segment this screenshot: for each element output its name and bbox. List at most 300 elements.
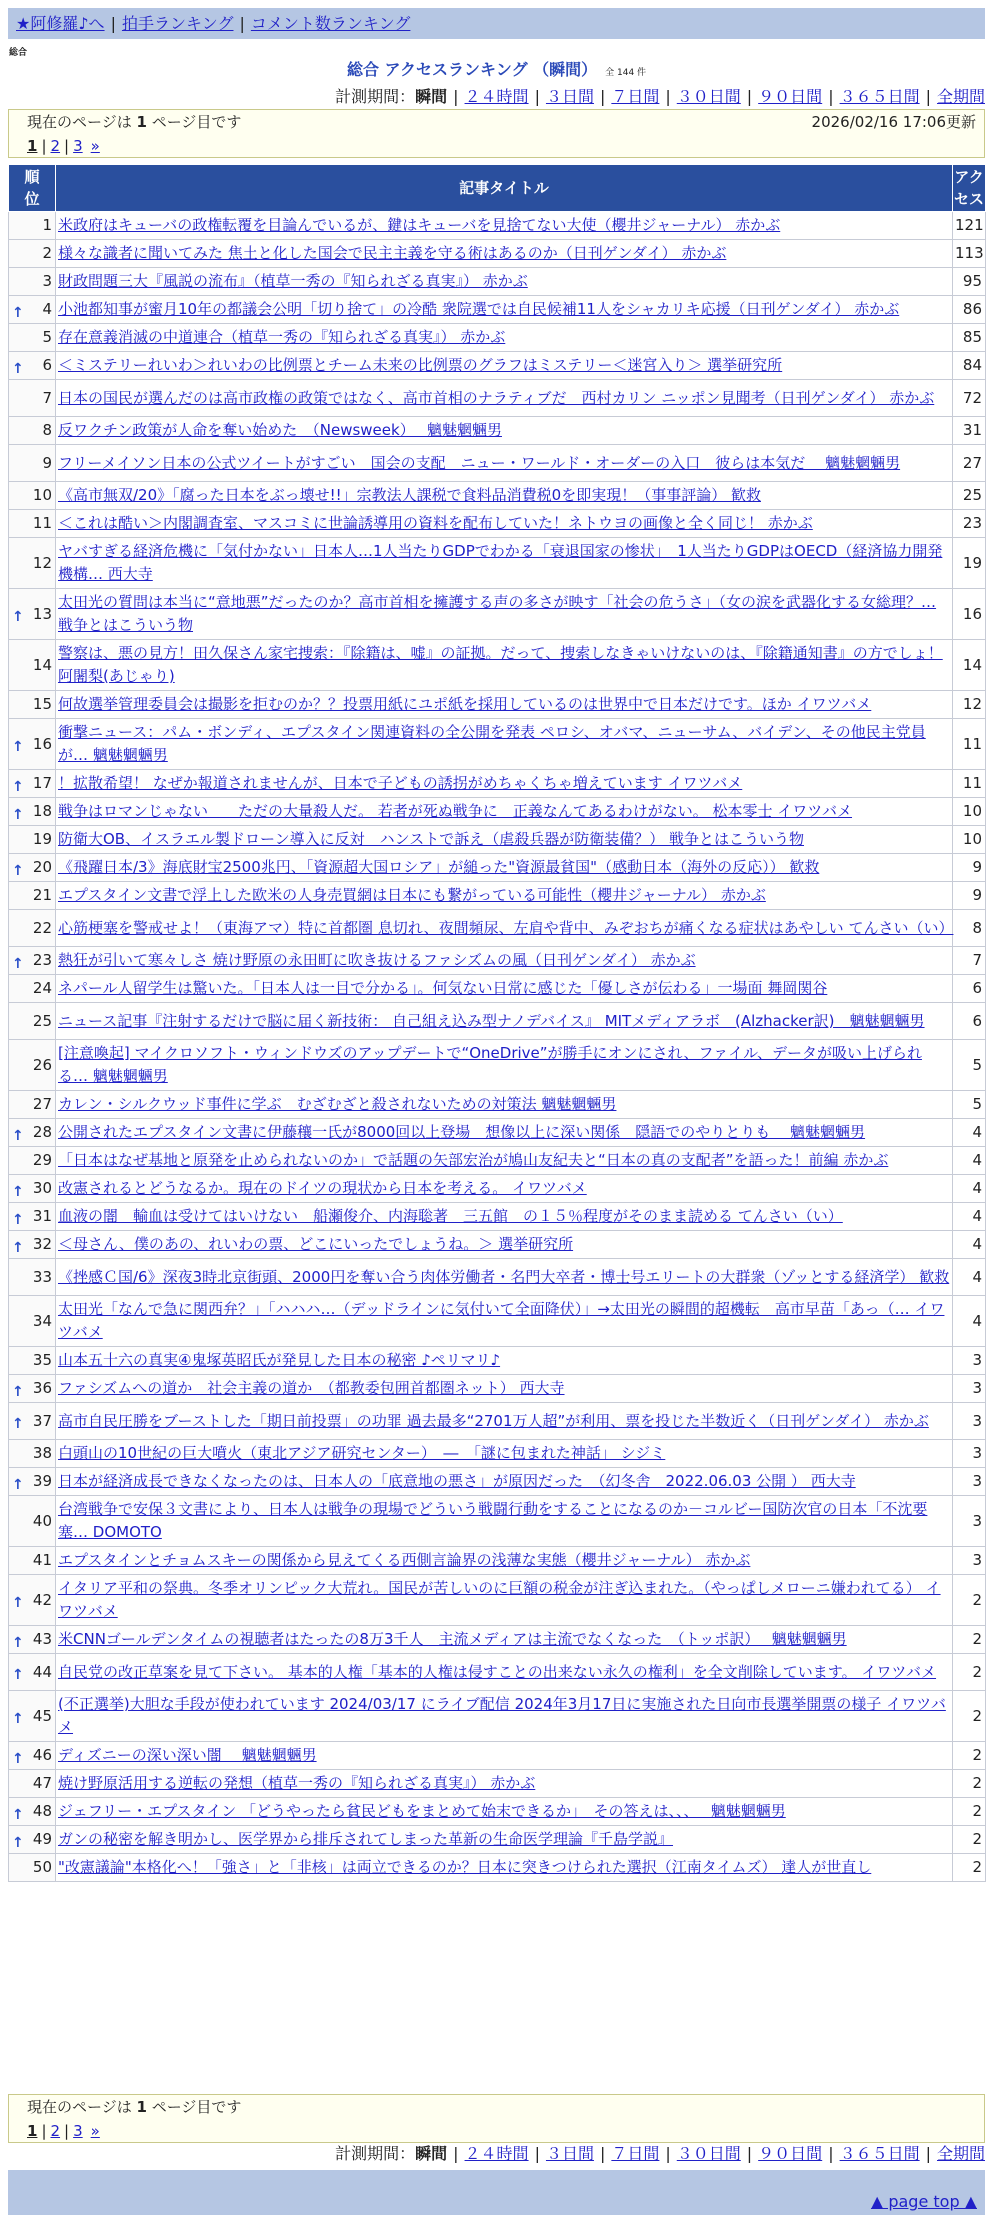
article-link[interactable]: ＜これは酷い＞内閣調査室、マスコミに世論誘導用の資料を配布していた！ネトウヨの画像と全く同じ！ 赤かぶ bbox=[58, 514, 813, 532]
period-separator: | bbox=[925, 87, 931, 106]
rank-number: 12 bbox=[32, 553, 52, 572]
rank-number: 11 bbox=[32, 514, 52, 532]
rank-number: 32 bbox=[32, 1235, 52, 1253]
updated-timestamp: 2026/02/16 17:06更新 bbox=[811, 113, 976, 131]
title-cell bbox=[56, 719, 953, 770]
up-arrow-icon: ↑ bbox=[12, 1127, 24, 1144]
article-link[interactable]: 白頭山の10世紀の巨大噴火（東北アジア研究センター） ― 「謎に包まれた神話」 シジミ bbox=[58, 1444, 666, 1462]
access-count: 11 bbox=[953, 719, 986, 770]
article-link[interactable]: 米CNNゴールデンタイムの視聴者はたったの8万3千人 主流メディアは主流でなくなった （トッポ訳） 魑魅魍魎男 bbox=[58, 1630, 847, 1648]
article-link[interactable]: ！拡散希望！ なぜか報道されませんが、日本で子どもの誘拐がめちゃくちゃ増えています イワツバメ bbox=[58, 774, 743, 792]
title-cell bbox=[56, 1854, 953, 1882]
rank-cell bbox=[9, 1091, 56, 1119]
period-option-link[interactable]: ３６５日間 bbox=[839, 2144, 920, 2163]
table-row bbox=[9, 538, 986, 589]
pager-separator: | bbox=[41, 2122, 47, 2140]
article-link[interactable]: 高市自民圧勝をブーストした「期日前投票」の功罪 過去最多“2701万人超”が利用、票を投じた半数近く（日刊ゲンダイ） 赤かぶ bbox=[58, 1411, 929, 1430]
pager-page-link[interactable]: 2 bbox=[50, 137, 61, 155]
title-column-header: 記事タイトル bbox=[56, 165, 953, 212]
table-row bbox=[9, 1468, 986, 1496]
access-count: 25 bbox=[953, 482, 986, 510]
access-count: 6 bbox=[953, 975, 986, 1003]
page-info-text: 現在のページは 1 ページ目です bbox=[27, 113, 242, 131]
article-link[interactable]: 様々な識者に聞いてみた 焦土と化した国会で民主主義を守る術はあるのか（日刊ゲンダイ） 赤かぶ bbox=[58, 244, 727, 262]
title-cell bbox=[56, 1347, 953, 1375]
period-option-link[interactable]: 全期間 bbox=[936, 87, 985, 106]
access-count: 2 bbox=[953, 1575, 986, 1626]
table-row bbox=[9, 445, 986, 482]
table-row bbox=[9, 1231, 986, 1259]
article-link[interactable]: 《飛躍日本/3》海底財宝2500兆円、「資源超大国ロシア」が縋った"資源最貧国"（感動日本（海外の反応）） 歓救 bbox=[58, 858, 820, 876]
article-link[interactable]: 何故選挙管理委員会は撮影を拒むのか？？投票用紙にユポ紙を採用しているのは世界中で日本だけです。ほか イワツバメ bbox=[58, 695, 872, 713]
rank-number: 30 bbox=[32, 1179, 52, 1197]
access-count: 2 bbox=[953, 1854, 986, 1882]
rank-cell bbox=[9, 1003, 56, 1040]
title-cell bbox=[56, 1547, 953, 1575]
article-link[interactable]: フリーメイソン日本の公式ツイートがすごい 国会の支配 ニュー・ワールド・オーダーの入口 彼らは本気だ 魑魅魍魎男 bbox=[58, 453, 901, 472]
rank-number: 9 bbox=[42, 453, 52, 472]
title-cell bbox=[56, 380, 953, 417]
article-link[interactable]: ファシズムへの道か 社会主義の道か （都教委包囲首都圏ネット） 西大寺 bbox=[58, 1379, 565, 1397]
table-row bbox=[9, 1742, 986, 1770]
table-row bbox=[9, 212, 986, 240]
rank-cell bbox=[9, 352, 56, 380]
access-count: 113 bbox=[953, 240, 986, 268]
access-count: 2 bbox=[953, 1826, 986, 1854]
rank-number: 23 bbox=[32, 951, 52, 969]
period-option-link[interactable]: ３日間 bbox=[545, 2144, 594, 2163]
up-arrow-icon: ↑ bbox=[12, 778, 24, 795]
rank-cell bbox=[9, 1296, 56, 1347]
rank-cell bbox=[9, 240, 56, 268]
title-cell bbox=[56, 1440, 953, 1468]
table-row bbox=[9, 640, 986, 691]
rank-cell bbox=[9, 1798, 56, 1826]
pager-next-link[interactable]: » bbox=[90, 137, 100, 155]
rank-cell bbox=[9, 268, 56, 296]
rank-cell bbox=[9, 1496, 56, 1547]
access-count: 84 bbox=[953, 352, 986, 380]
rank-cell bbox=[9, 1175, 56, 1203]
rank-number: 39 bbox=[32, 1472, 52, 1490]
pager-page-link[interactable]: 2 bbox=[50, 2122, 61, 2140]
period-separator: | bbox=[453, 2144, 459, 2163]
rank-number: 26 bbox=[32, 1055, 52, 1074]
title-cell bbox=[56, 352, 953, 380]
article-link[interactable]: 存在意義消滅の中道連合（植草一秀の『知られざる真実』） 赤かぶ bbox=[58, 328, 506, 346]
article-link[interactable]: [注意喚起] マイクロソフト・ウィンドウズのアップデートで“OneDrive”が勝手にオンにされ、ファイル、データが吸い上げられる… 魑魅魍魎男 bbox=[58, 1044, 922, 1085]
period-option-link[interactable]: ９０日間 bbox=[758, 87, 823, 106]
table-row bbox=[9, 1296, 986, 1347]
title-cell bbox=[56, 1654, 953, 1691]
rank-number: 50 bbox=[32, 1858, 52, 1876]
article-link[interactable]: 心筋梗塞を警戒せよ！（東海アマ）特に首都圏 息切れ、夜間頻尿、左肩や背中、みぞおちが痛くなる症状はあやしい てんさい（い） bbox=[58, 918, 954, 937]
period-option-link[interactable]: ２４時間 bbox=[464, 87, 529, 106]
rank-cell bbox=[9, 324, 56, 352]
rank-cell bbox=[9, 1119, 56, 1147]
table-row bbox=[9, 910, 986, 947]
period-option-link[interactable]: ７日間 bbox=[611, 87, 660, 106]
rank-number: 42 bbox=[32, 1590, 52, 1609]
title-cell bbox=[56, 1296, 953, 1347]
article-link[interactable]: "改憲議論"本格化へ！「強さ」と「非核」は両立できるのか？日本に突きつけられた選択（江南タイムズ） 達人が世直し bbox=[58, 1858, 872, 1876]
access-count: 7 bbox=[953, 947, 986, 975]
table-row bbox=[9, 1375, 986, 1403]
table-row bbox=[9, 1798, 986, 1826]
period-separator: | bbox=[828, 87, 834, 106]
table-row bbox=[9, 1147, 986, 1175]
rank-cell bbox=[9, 417, 56, 445]
title-cell bbox=[56, 854, 953, 882]
up-arrow-icon: ↑ bbox=[12, 1416, 24, 1432]
rank-cell bbox=[9, 1770, 56, 1798]
article-link[interactable]: 日本の国民が選んだのは高市政権の政策ではなく、高市首相のナラティブだ 西村カリン ニッポン見聞考（日刊ゲンダイ） 赤かぶ bbox=[58, 388, 935, 407]
table-row bbox=[9, 352, 986, 380]
rank-number: 17 bbox=[32, 774, 52, 792]
access-count: 4 bbox=[953, 1175, 986, 1203]
article-link[interactable]: ネパール人留学生は驚いた。「日本人は一目で分かる」。何気ない日常に感じた「優しさが伝わる」一場面 舞岡関谷 bbox=[58, 979, 828, 997]
title-cell bbox=[56, 640, 953, 691]
rank-cell bbox=[9, 691, 56, 719]
rank-number: 40 bbox=[32, 1511, 52, 1530]
up-arrow-icon: ↑ bbox=[12, 1476, 24, 1493]
table-row bbox=[9, 975, 986, 1003]
access-count: 2 bbox=[953, 1654, 986, 1691]
period-separator: | bbox=[453, 87, 459, 106]
article-link[interactable]: ＜ミステリーれいわ＞れいわの比例票とチーム未来の比例票のグラフはミステリー＜迷宮入り＞ 選挙研究所 bbox=[58, 356, 783, 374]
title-cell bbox=[56, 1742, 953, 1770]
rank-number: 45 bbox=[32, 1706, 52, 1725]
pager-separator: | bbox=[41, 137, 47, 155]
rank-number: 44 bbox=[32, 1662, 52, 1681]
page-info-text: 現在のページは 1 ページ目です bbox=[27, 2098, 242, 2116]
article-link[interactable]: ディズニーの深い深い闇 魑魅魍魎男 bbox=[58, 1746, 317, 1764]
rank-cell bbox=[9, 1403, 56, 1440]
article-link[interactable]: 財政問題三大『風説の流布』（植草一秀の『知られざる真実』） 赤かぶ bbox=[58, 272, 528, 290]
access-count: 3 bbox=[953, 1375, 986, 1403]
rank-number: 15 bbox=[32, 695, 52, 713]
bottom-bar bbox=[8, 2170, 985, 2215]
period-option-link[interactable]: ３０日間 bbox=[676, 87, 741, 106]
rank-cell bbox=[9, 1375, 56, 1403]
table-row bbox=[9, 482, 986, 510]
title-cell bbox=[56, 589, 953, 640]
period-option-link[interactable]: ７日間 bbox=[611, 2144, 660, 2163]
title-cell bbox=[56, 1496, 953, 1547]
access-count: 8 bbox=[953, 910, 986, 947]
article-link[interactable]: 反ワクチン政策が人命を奪い始めた （Newsweek） 魑魅魍魎男 bbox=[58, 421, 502, 439]
table-row bbox=[9, 510, 986, 538]
rank-number: 6 bbox=[42, 356, 52, 374]
article-link[interactable]: ジェフリー・エプスタイン 「どうやったら貧民どもをまとめて始末できるか」 その答えは、、、 魑魅魍魎男 bbox=[58, 1802, 786, 1820]
rank-number: 1 bbox=[42, 216, 52, 234]
rank-number: 38 bbox=[32, 1444, 52, 1462]
rank-cell bbox=[9, 510, 56, 538]
up-arrow-icon: ↑ bbox=[12, 360, 24, 377]
article-link[interactable]: 警察は、悪の見方！田久保さん家宅捜索：『除籍は、嘘』の証拠。だって、捜索しなきゃいけないのは、『除籍通知書』の方でしょ！ 阿闍梨(あじゃり) bbox=[58, 644, 943, 685]
up-arrow-icon: ↑ bbox=[12, 1634, 24, 1651]
article-link[interactable]: 台湾戦争で安保３文書により、日本人は戦争の現場でどういう戦闘行動をすることになるのか－コルビー国防次官の日本「不沈要塞… DOMOTO bbox=[58, 1500, 928, 1541]
article-link[interactable]: カレン・シルクウッド事件に学ぶ むざむざと殺されないための対策法 魑魅魍魎男 bbox=[58, 1095, 617, 1113]
period-selector-bottom bbox=[335, 2143, 985, 2165]
article-link[interactable]: ニュース記事『注射するだけで脳に届く新技術： 自己組え込み型ナノデバイス』 MITメディアラボ (Alzhacker訳) 魑魅魍魎男 bbox=[58, 1011, 925, 1030]
article-link[interactable]: 太田光の質問は本当に“意地悪”だったのか？高市首相を擁護する声の多さが映す「社会の危うさ」（女の涙を武器化する女総理？… 戦争とはこういう物 bbox=[58, 593, 937, 634]
article-link[interactable]: 日本が経済成長できなくなったのは、日本人の「底意地の悪さ」が原因だった （幻冬舎 2022.06.03 公開 ） 西大寺 bbox=[58, 1472, 856, 1490]
table-row bbox=[9, 854, 986, 882]
article-link[interactable]: 《挫感Ｃ国/6》深夜3時北京街頭、2000円を奪い合う肉体労働者・名門大卒者・博士号エリートの大群衆（ゾッとする経済学） 歓救 bbox=[58, 1267, 950, 1286]
nav-separator: | bbox=[110, 14, 116, 33]
rank-number: 14 bbox=[32, 655, 52, 674]
up-arrow-icon: ↑ bbox=[12, 1239, 24, 1256]
article-link[interactable]: 焼け野原活用する逆転の発想（植草一秀の『知られざる真実』） 赤かぶ bbox=[58, 1774, 536, 1792]
table-row bbox=[9, 1259, 986, 1296]
table-row bbox=[9, 240, 986, 268]
up-arrow-icon: ↑ bbox=[12, 955, 24, 972]
table-row bbox=[9, 589, 986, 640]
rank-number: 21 bbox=[32, 886, 52, 904]
home-link[interactable]: ★阿修羅♪へ bbox=[16, 14, 105, 33]
title-cell bbox=[56, 910, 953, 947]
period-current: 瞬間 bbox=[415, 87, 448, 106]
period-option-link[interactable]: 全期間 bbox=[936, 2144, 985, 2163]
article-link[interactable]: 米政府はキューバの政権転覆を目論んでいるが、鍵はキューバを見捨てない大使（櫻井ジャーナル） 赤かぶ bbox=[58, 216, 781, 234]
article-link[interactable]: 山本五十六の真実④鬼塚英昭氏が発見した日本の秘密 ♪ペリマリ♪ bbox=[58, 1351, 501, 1369]
table-row bbox=[9, 324, 986, 352]
access-count: 6 bbox=[953, 1003, 986, 1040]
title-cell bbox=[56, 691, 953, 719]
applause-ranking-link[interactable]: 拍手ランキング bbox=[121, 14, 234, 33]
table-row bbox=[9, 770, 986, 798]
up-arrow-icon: ↑ bbox=[12, 1806, 24, 1823]
article-link[interactable]: 自民党の改正草案を見て下さい。 基本的人権「基本的人権は侵すことの出来ない永久の権利」を全文削除しています。 イワツバメ bbox=[58, 1662, 937, 1681]
up-arrow-icon: ↑ bbox=[12, 304, 24, 321]
rank-cell bbox=[9, 1231, 56, 1259]
table-header-row bbox=[9, 165, 986, 212]
article-link[interactable]: エプスタインとチョムスキーの関係から見えてくる西側言論界の浅薄な実態（櫻井ジャーナル） 赤かぶ bbox=[58, 1551, 751, 1569]
access-count: 3 bbox=[953, 1347, 986, 1375]
article-link[interactable]: 防衛大OB、イスラエル製ドローン導入に反対 ハンストで訴え（虐殺兵器が防衛装備？） 戦争とはこういう物 bbox=[58, 830, 804, 848]
up-arrow-icon: ↑ bbox=[12, 1383, 24, 1400]
rank-number: 41 bbox=[32, 1551, 52, 1569]
rank-number: 43 bbox=[32, 1630, 52, 1648]
table-row bbox=[9, 691, 986, 719]
pager-page-link[interactable]: 3 bbox=[73, 137, 83, 155]
access-count: 2 bbox=[953, 1770, 986, 1798]
table-row bbox=[9, 1003, 986, 1040]
rank-number: 13 bbox=[32, 604, 52, 623]
pager-next-link[interactable]: » bbox=[90, 2122, 100, 2140]
rank-number: 36 bbox=[32, 1379, 52, 1397]
title-cell bbox=[56, 1147, 953, 1175]
rank-number: 34 bbox=[32, 1311, 52, 1330]
period-option-link[interactable]: ３０日間 bbox=[676, 2144, 741, 2163]
access-count: 10 bbox=[953, 798, 986, 826]
access-count: 3 bbox=[953, 1403, 986, 1440]
rank-cell bbox=[9, 975, 56, 1003]
period-separator: | bbox=[599, 87, 606, 106]
title-cell bbox=[56, 1691, 953, 1742]
table-row bbox=[9, 268, 986, 296]
table-row bbox=[9, 1547, 986, 1575]
article-link[interactable]: 熱狂が引いて寒々しさ 焼け野原の永田町に吹き抜けるファシズムの風（日刊ゲンダイ） 赤かぶ bbox=[58, 951, 696, 969]
top-nav-bar bbox=[8, 8, 985, 39]
rank-number: 16 bbox=[32, 734, 52, 753]
article-link[interactable]: ＜母さん、僕のあの、れいわの票、どこにいったでしょうね。＞ 選挙研究所 bbox=[58, 1235, 574, 1253]
article-link[interactable]: (不正選挙)大胆な手段が使われています 2024/03/17 にライブ配信 2024年3月17日に実施された日向市長選挙開票の様子 イワツバメ bbox=[58, 1695, 946, 1736]
access-count: 4 bbox=[953, 1231, 986, 1259]
access-count: 31 bbox=[953, 417, 986, 445]
period-option-link[interactable]: ３６５日間 bbox=[839, 87, 920, 106]
table-row bbox=[9, 1826, 986, 1854]
article-link[interactable]: 戦争はロマンじゃない ただの大量殺人だ。 若者が死ぬ戦争に 正義なんてあるわけがない。 松本零士 イワツバメ bbox=[58, 802, 853, 820]
comment-ranking-link[interactable]: コメント数ランキング bbox=[250, 14, 411, 33]
period-label: 計測期間： bbox=[335, 87, 416, 106]
title-cell bbox=[56, 538, 953, 589]
rank-cell bbox=[9, 854, 56, 882]
access-count: 19 bbox=[953, 538, 986, 589]
rank-number: 2 bbox=[42, 244, 52, 262]
title-cell bbox=[56, 770, 953, 798]
title-cell bbox=[56, 1231, 953, 1259]
rank-cell bbox=[9, 719, 56, 770]
pager-current: 1 bbox=[27, 137, 38, 155]
access-count: 14 bbox=[953, 640, 986, 691]
article-link[interactable]: イタリア平和の祭典。冬季オリンピック大荒れ。国民が苦しいのに巨額の税金が注ぎ込まれた。（やっぱしメローニ嫌われてる） イワツバメ bbox=[58, 1579, 941, 1620]
rank-number: 8 bbox=[42, 421, 52, 439]
up-arrow-icon: ↑ bbox=[12, 1834, 24, 1851]
access-count: 72 bbox=[953, 380, 986, 417]
article-link[interactable]: 小池都知事が蜜月10年の都議会公明「切り捨て」の冷酷 衆院選では自民候補11人をシャカリキ応援（日刊ゲンダイ） 赤かぶ bbox=[58, 300, 900, 318]
rank-number: 22 bbox=[32, 918, 52, 937]
article-link[interactable]: 太田光「なんで急に関西弁？」「ハハハ…（デッドラインに気付いて全面降伏）」→太田光の瞬間的超機転 高市早苗「あっ（… イワツバメ bbox=[58, 1300, 945, 1341]
period-separator: | bbox=[925, 2144, 931, 2163]
rank-cell bbox=[9, 910, 56, 947]
rank-cell bbox=[9, 826, 56, 854]
rank-cell bbox=[9, 1691, 56, 1742]
period-current: 瞬間 bbox=[415, 2144, 448, 2163]
rank-cell bbox=[9, 1826, 56, 1854]
rank-number: 35 bbox=[32, 1351, 52, 1369]
rank-cell bbox=[9, 589, 56, 640]
period-option-link[interactable]: ３日間 bbox=[545, 87, 594, 106]
article-link[interactable]: 《高市無双/20》「腐った日本をぶっ壊せ!!」宗教法人課税で食料品消費税0を即実現！（事事評論） 歓救 bbox=[58, 486, 761, 504]
title-cell bbox=[56, 1259, 953, 1296]
rank-number: 28 bbox=[32, 1123, 52, 1141]
pager-page-link[interactable]: 3 bbox=[73, 2122, 83, 2140]
title-cell bbox=[56, 510, 953, 538]
access-count: 4 bbox=[953, 1203, 986, 1231]
article-link[interactable]: 衝撃ニュース：パム・ボンディ、エプスタイン関連資料の全公開を発表 ペロシ、オバマ、ニューサム、バイデン、その他民主党員が… 魑魅魍魎男 bbox=[58, 723, 926, 764]
pager-top bbox=[27, 135, 100, 157]
rank-number: 33 bbox=[32, 1267, 52, 1286]
table-row bbox=[9, 798, 986, 826]
article-link[interactable]: 公開されたエプスタイン文書に伊藤穰一氏が8000回以上登場 想像以上に深い関係 隠語でのやりとりも 魑魅魍魎男 bbox=[58, 1123, 866, 1141]
page-top-link[interactable]: ▲ page top ▲ bbox=[870, 2192, 977, 2211]
article-link[interactable]: 血液の闇 輸血は受けてはいけない 船瀬俊介、内海聡著 三五館 の１５％程度がそのまま読める てんさい（い） bbox=[58, 1207, 843, 1225]
rank-number: 3 bbox=[42, 272, 52, 290]
article-link[interactable]: ヤバすぎる経済危機に「気付かない」日本人…1人当たりGDPでわかる「衰退国家の惨状」 1人当たりGDPはOECD（経済協力開発機構… 西大寺 bbox=[58, 542, 943, 583]
rank-cell bbox=[9, 882, 56, 910]
article-link[interactable]: 「日本はなぜ基地と原発を止められないのか」で話題の矢部宏治が鳩山友紀夫と“日本の真の支配者”を語った！前編 赤かぶ bbox=[58, 1151, 889, 1169]
title-cell bbox=[56, 1203, 953, 1231]
rank-cell bbox=[9, 640, 56, 691]
access-count: 23 bbox=[953, 510, 986, 538]
rank-number: 29 bbox=[32, 1151, 52, 1169]
period-separator: | bbox=[534, 2144, 540, 2163]
rank-number: 20 bbox=[32, 858, 52, 876]
rank-cell bbox=[9, 1654, 56, 1691]
title-cell bbox=[56, 1375, 953, 1403]
table-row bbox=[9, 1091, 986, 1119]
up-arrow-icon: ↑ bbox=[12, 1750, 24, 1767]
rank-number: 37 bbox=[32, 1411, 52, 1430]
table-row bbox=[9, 1854, 986, 1882]
access-count: 10 bbox=[953, 826, 986, 854]
pager-bottom bbox=[27, 2120, 100, 2142]
rank-cell bbox=[9, 482, 56, 510]
access-count: 4 bbox=[953, 1296, 986, 1347]
article-link[interactable]: ガンの秘密を解き明かし、医学界から排斥されてしまった革新の生命医学理論『千島学説』 bbox=[58, 1830, 674, 1848]
rank-number: 49 bbox=[32, 1830, 52, 1848]
access-count: 27 bbox=[953, 445, 986, 482]
rank-cell bbox=[9, 1259, 56, 1296]
rank-number: 48 bbox=[32, 1802, 52, 1820]
rank-number: 10 bbox=[32, 486, 52, 504]
rank-number: 24 bbox=[32, 979, 52, 997]
pager-separator: | bbox=[64, 137, 70, 155]
title-cell bbox=[56, 798, 953, 826]
title-cell bbox=[56, 1403, 953, 1440]
article-link[interactable]: 改憲されるとどうなるか。現在のドイツの現状から日本を考える。 イワツバメ bbox=[58, 1179, 587, 1197]
table-row bbox=[9, 1040, 986, 1091]
period-option-link[interactable]: ９０日間 bbox=[758, 2144, 823, 2163]
access-count: 85 bbox=[953, 324, 986, 352]
table-row bbox=[9, 947, 986, 975]
rank-number: 27 bbox=[32, 1095, 52, 1113]
title-cell bbox=[56, 975, 953, 1003]
title-cell bbox=[56, 240, 953, 268]
rank-cell bbox=[9, 1742, 56, 1770]
access-count: 4 bbox=[953, 1119, 986, 1147]
article-link[interactable]: エプスタイン文書で浮上した欧米の人身売買網は日本にも繋がっている可能性（櫻井ジャーナル） 赤かぶ bbox=[58, 886, 766, 904]
rank-number: 25 bbox=[32, 1011, 52, 1030]
rank-cell bbox=[9, 445, 56, 482]
title-cell bbox=[56, 1119, 953, 1147]
page-info-box-bottom bbox=[8, 2094, 985, 2143]
title-cell bbox=[56, 1826, 953, 1854]
rank-cell bbox=[9, 1626, 56, 1654]
rank-cell bbox=[9, 1547, 56, 1575]
rank-cell bbox=[9, 947, 56, 975]
up-arrow-icon: ↑ bbox=[12, 1711, 24, 1727]
access-count: 2 bbox=[953, 1798, 986, 1826]
title-cell bbox=[56, 212, 953, 240]
period-separator: | bbox=[665, 87, 671, 106]
pager-current: 1 bbox=[27, 2122, 38, 2140]
access-count: 2 bbox=[953, 1691, 986, 1742]
period-option-link[interactable]: ２４時間 bbox=[464, 2144, 529, 2163]
rank-cell bbox=[9, 1347, 56, 1375]
ranking-title: 総合 アクセスランキング （瞬間） bbox=[346, 60, 598, 79]
access-count: 5 bbox=[953, 1040, 986, 1091]
period-separator: | bbox=[665, 2144, 671, 2163]
rank-cell bbox=[9, 770, 56, 798]
table-row bbox=[9, 826, 986, 854]
table-row bbox=[9, 1654, 986, 1691]
rank-column-header: 順位 bbox=[9, 165, 56, 212]
period-selector-top bbox=[335, 86, 985, 108]
table-row bbox=[9, 1770, 986, 1798]
